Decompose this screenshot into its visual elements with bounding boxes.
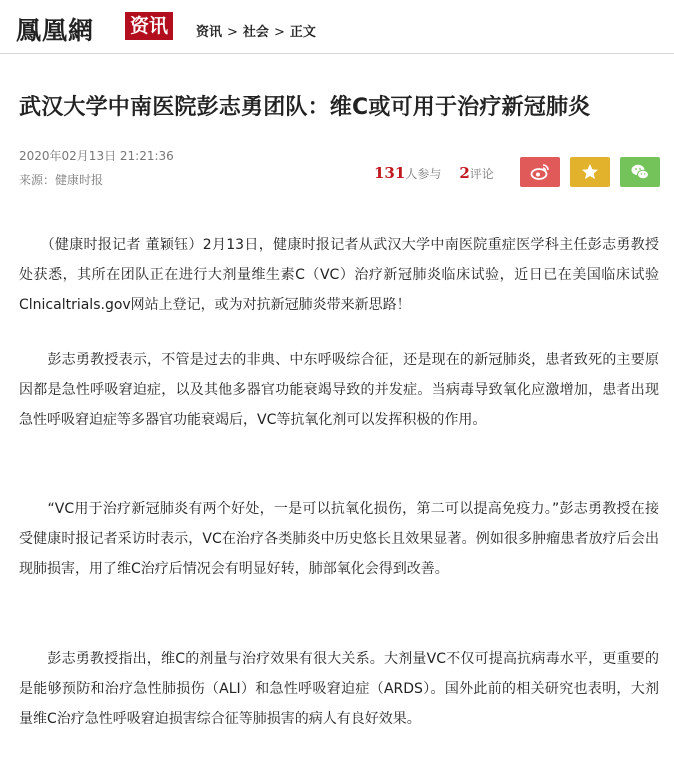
breadcrumb-item-news[interactable]: 资讯 [196,25,223,40]
article-paragraph: 彭志勇教授指出，维C的剂量与治疗效果有很大关系。大剂量VC不仅可提高抗病毒水平，更重要的是能够预防和治疗急性肺损伤（ALI）和急性呼吸窘迫症（ARDS）。国外此前的相关研究也表明，大剂量维C治疗急性呼吸窘迫损害综合征等肺损害的病人有良好效果。 [19,651,659,727]
comments-count[interactable]: 2 [459,164,470,182]
site-header [0,0,674,54]
participants-label[interactable]: 人参与 [405,167,442,181]
article-source: 来源：健康时报 [19,173,104,187]
breadcrumb-separator: > [273,25,285,40]
article-date: 2020年02月13日 21:21:36 [19,149,174,163]
breadcrumb-item-article: 正文 [289,25,316,40]
participants-count[interactable]: 131 [374,164,406,182]
header-divider [0,53,674,54]
article-paragraph: 彭志勇教授表示，不管是过去的非典、中东呼吸综合征，还是现在的新冠肺炎，患者致死的主要原因都是急性呼吸窘迫症，以及其他多器官功能衰竭导致的并发症。当病毒导致氧化应激增加，患者出现急性呼吸窘迫症等多器官功能衰竭后，VC等抗氧化剂可以发挥积极的作用。 [19,352,659,428]
article-stats [374,164,494,182]
channel-badge[interactable]: 资讯 [125,12,173,40]
share-weibo-button[interactable] [520,157,560,187]
comments-label[interactable]: 评论 [469,167,494,181]
breadcrumb [196,21,316,40]
breadcrumb-separator: > [227,25,238,40]
favorite-button[interactable] [570,157,610,187]
weibo-icon [530,162,550,182]
article-paragraph: “VC用于治疗新冠肺炎有两个好处，一是可以抗氧化损伤，第二可以提高免疫力。”彭志勇教授在接受健康时报记者采访时表示，VC在治疗各类肺炎中历史悠长且效果显著。例如很多肿瘤患者放疗后会出现肺损害，用了维C治疗后情况会有明显好转，肺部氧化会得到改善。 [19,501,659,577]
article-title: 武汉大学中南医院彭志勇团队：维C或可用于治疗新冠肺炎 [19,95,591,120]
share-wechat-button[interactable] [620,157,660,187]
breadcrumb-item-society[interactable]: 社会 [242,25,269,40]
wechat-icon [630,162,650,182]
article-paragraph: （健康时报记者 董颖钰）2月13日，健康时报记者从武汉大学中南医院重症医学科主任彭志勇教授处获悉，其所在团队正在进行大剂量维生素C（VC）治疗新冠肺炎临床试验，近日已在美国临床试验Clnicaltrials.gov网站上登记，或为对抗新冠肺炎带来新思路！ [19,237,659,313]
site-logo[interactable]: 鳳凰網 [16,16,95,45]
star-icon [580,162,600,182]
